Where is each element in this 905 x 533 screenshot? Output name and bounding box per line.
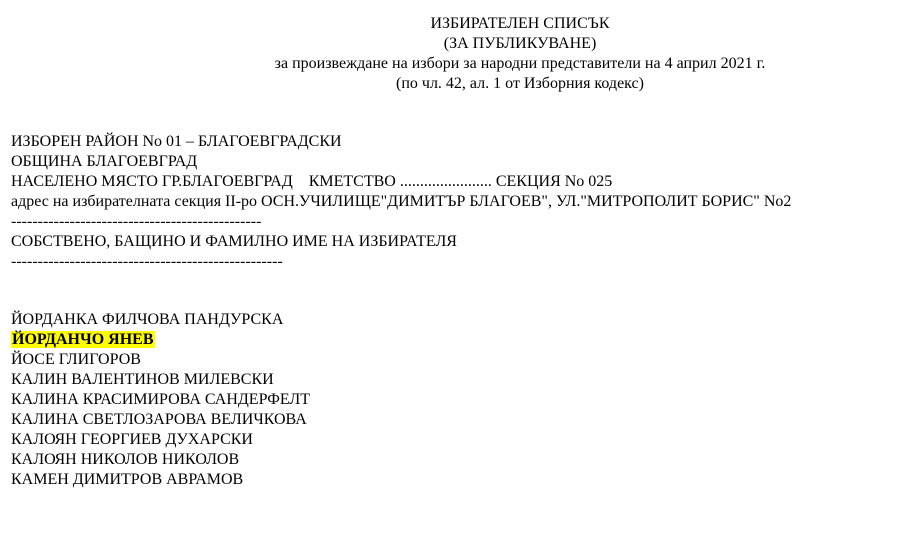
voter-name (11, 350, 141, 370)
voter-name (11, 410, 307, 430)
separator-bottom: --------------------------------------------------- (11, 253, 283, 270)
document-title: ИЗБИРАТЕЛЕН СПИСЪК (430, 15, 610, 32)
document-purpose: за произвеждане на избори за народни представители на 4 април 2021 г. (274, 55, 766, 72)
voter-name-text: КАЛИНА КРАСИМИРОВА САНДЕРФЕЛТ (11, 391, 311, 408)
voter-name-highlighted (11, 330, 155, 350)
settlement-section: НАСЕЛЕНО МЯСТО ГР.БЛАГОЕВГРАД КМЕТСТВО ....................... СЕКЦИЯ No 025 (11, 173, 613, 190)
column-header: СОБСТВЕНО, БАЩИНО И ФАМИЛНО ИМЕ НА ИЗБИРАТЕЛЯ (11, 233, 457, 250)
document-subtitle: (ЗА ПУБЛИКУВАНЕ) (443, 35, 597, 52)
legal-basis: (по чл. 42, ал. 1 от Изборния кодекс) (396, 75, 644, 92)
voter-name-text: КАЛИН ВАЛЕНТИНОВ МИЛЕВСКИ (11, 371, 274, 388)
voter-name-text: КАЛОЯН НИКОЛОВ НИКОЛОВ (11, 451, 240, 468)
voter-name (11, 430, 253, 450)
electoral-district: ИЗБОРЕН РАЙОН No 01 – БЛАГОЕВГРАДСКИ (11, 133, 342, 150)
voter-name-text: ЙОРДАНКА ФИЛЧОВА ПАНДУРСКА (11, 311, 284, 328)
voter-name-text: КАМЕН ДИМИТРОВ АВРАМОВ (11, 471, 244, 488)
voter-name-text: КАЛОЯН ГЕОРГИЕВ ДУХАРСКИ (11, 431, 253, 448)
voter-name-text: ЙОРДАНЧО ЯНЕВ (12, 331, 154, 348)
section-address: адрес на избирателната секция II-ро ОСН.УЧИЛИЩЕ"ДИМИТЪР БЛАГОЕВ", УЛ."МИТРОПОЛИТ БОРИС" No2 (11, 193, 792, 210)
voter-name (11, 310, 283, 330)
voter-name (11, 390, 310, 410)
municipality: ОБЩИНА БЛАГОЕВГРАД (11, 153, 198, 170)
voter-name-text: КАЛИНА СВЕТЛОЗАРОВА ВЕЛИЧКОВА (11, 411, 307, 428)
voter-name (11, 470, 243, 490)
voter-name (11, 370, 274, 390)
voter-name (11, 450, 239, 470)
separator-top: ----------------------------------------------- (11, 213, 262, 230)
voter-name-text: ЙОСЕ ГЛИГОРОВ (11, 351, 141, 368)
